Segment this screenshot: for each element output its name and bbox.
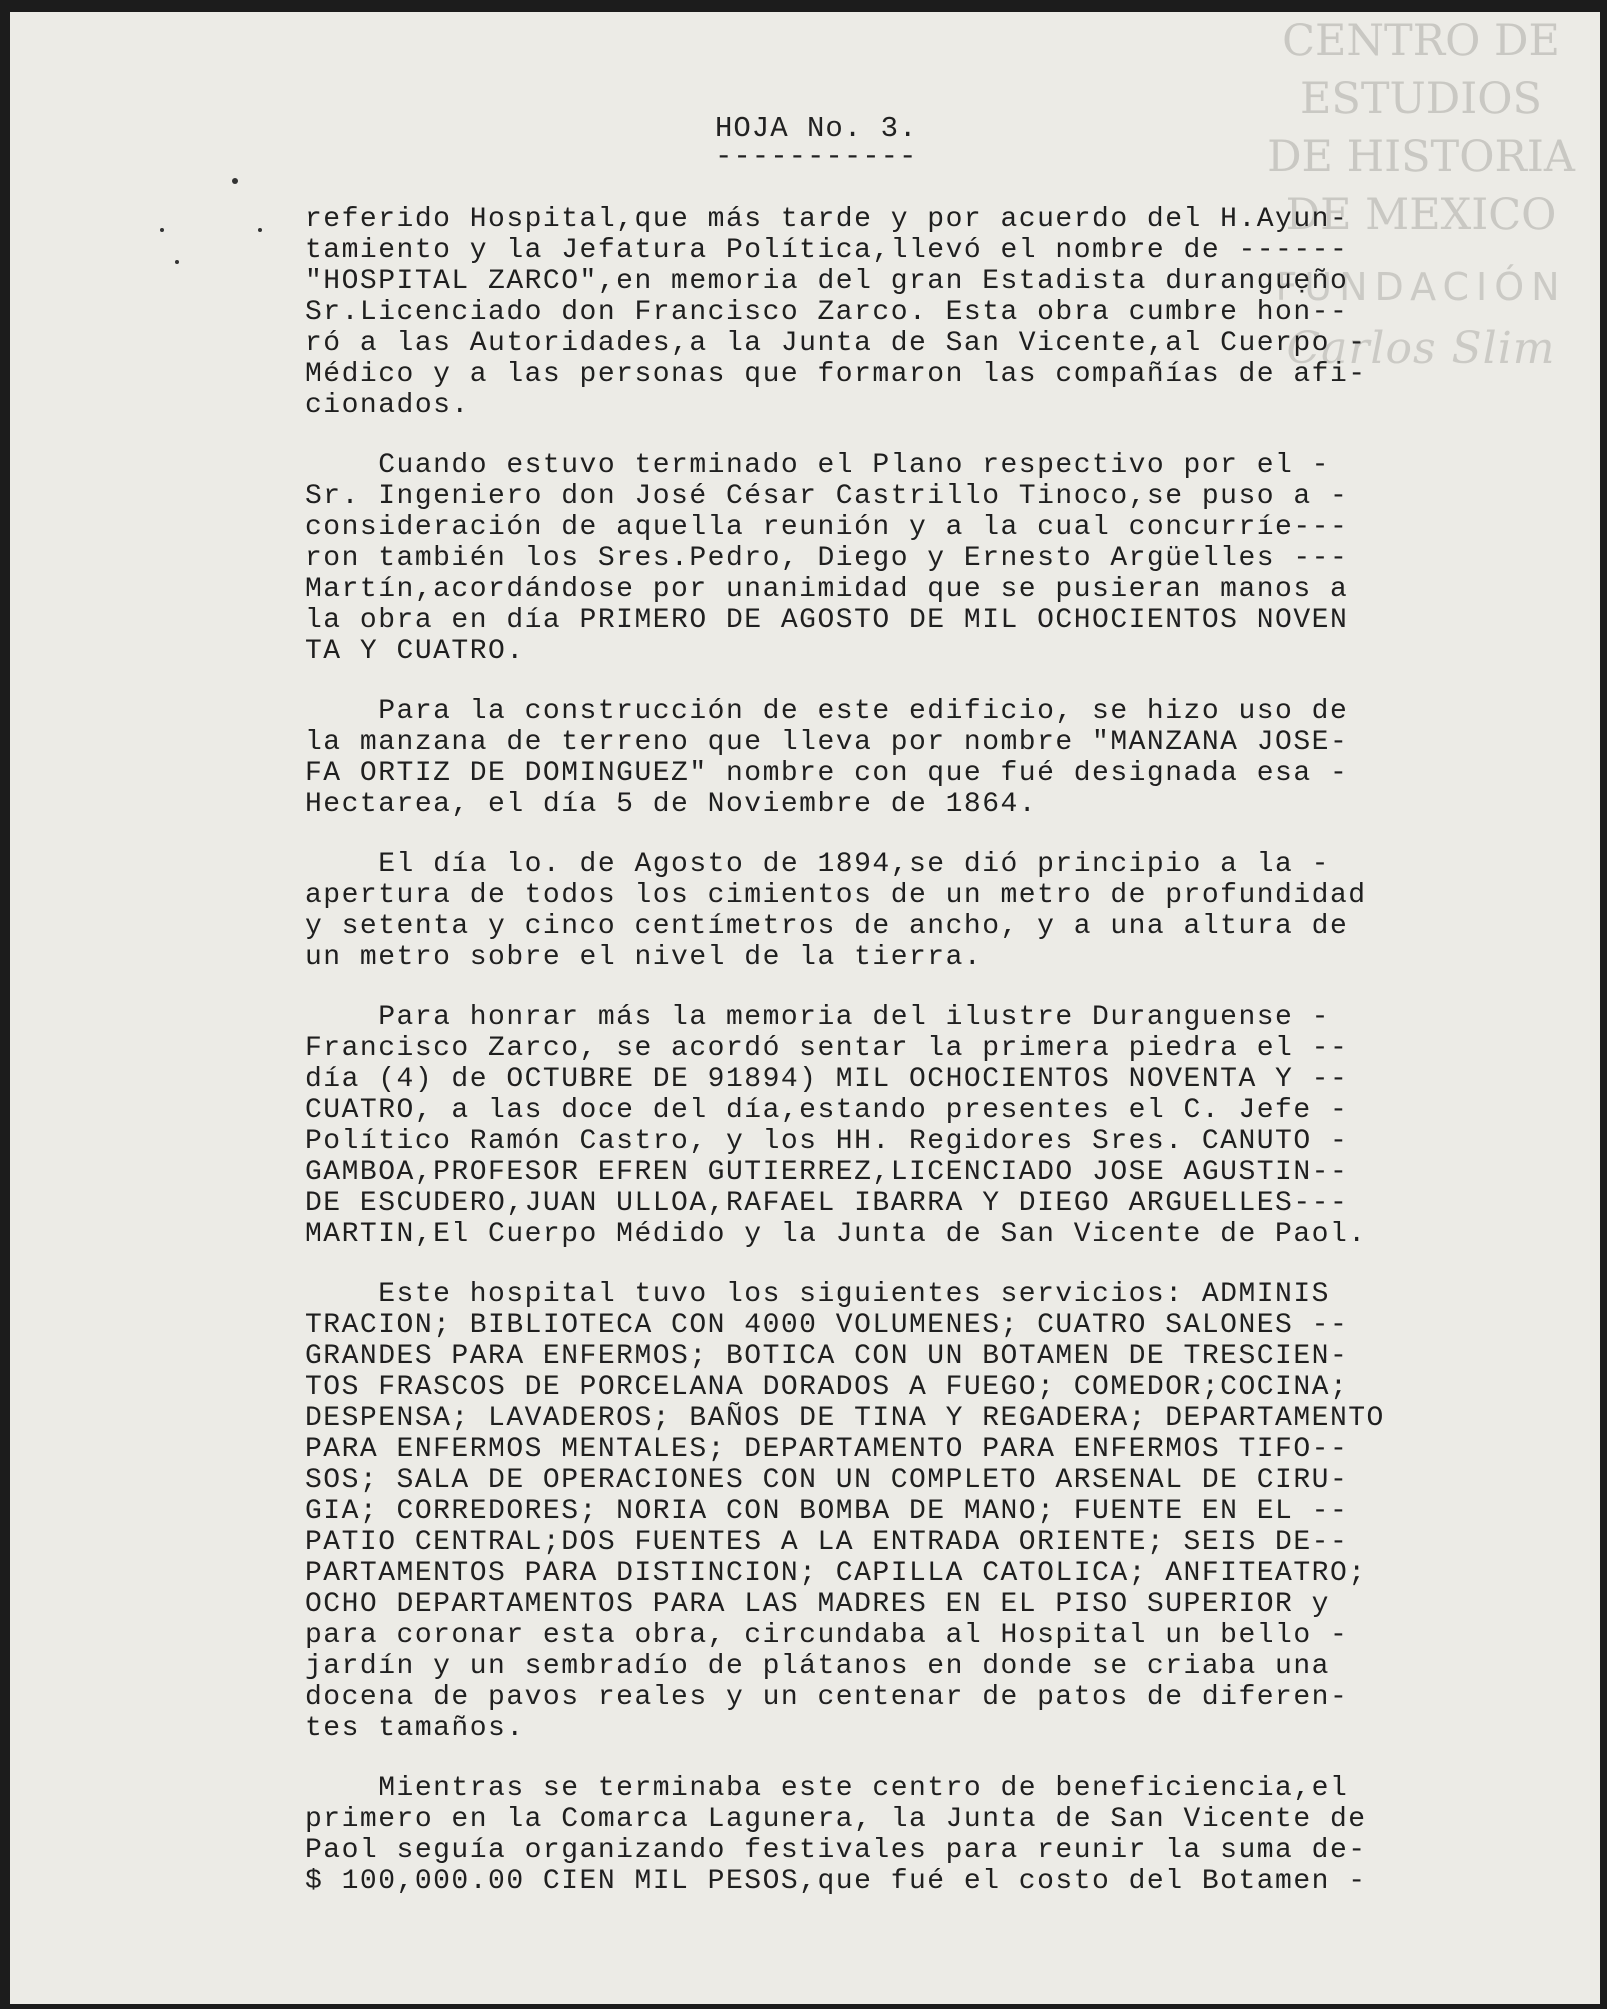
- text-line: "HOSPITAL ZARCO",en memoria del gran Estadista duranguẹño: [305, 266, 1349, 297]
- paragraph: [305, 849, 1435, 973]
- document-body: [305, 204, 1435, 1926]
- watermark-line: DE HISTORIA: [1267, 132, 1575, 182]
- text-line: MARTIN,El Cuerpo Médido y la Junta de San Vicente de Paol.: [305, 1219, 1367, 1250]
- text-line: $ 100,000.00 CIEN MIL PESOS,que fué el costo del Botamen -: [305, 1866, 1367, 1897]
- text-line: jardín y un sembradío de plátanos en donde se criaba una: [305, 1651, 1330, 1682]
- text-line: Político Ramón Castro, y los HH. Regidores Sres. CANUTO -: [305, 1126, 1349, 1157]
- page-title: HOJA No. 3.: [715, 112, 918, 145]
- text-line: ró a las Autoridades,a la Junta de San Vicente,al Cuerpo -: [305, 328, 1367, 359]
- margin-mark: [258, 228, 262, 232]
- text-line: Cuando estuvo terminado el Plano respectivo por el -: [305, 450, 1330, 481]
- text-line: Para la construcción de este edificio, se hizo uso de: [305, 696, 1349, 727]
- text-line: Para honrar más la memoria del ilustre Duranguense -: [305, 1002, 1330, 1033]
- text-line: día (4) de OCTUBRE DE 91894) MIL OCHOCIENTOS NOVENTA Y --: [305, 1064, 1349, 1095]
- margin-mark: [175, 260, 179, 264]
- text-line: Sr.Licenciado don Francisco Zarco. Esta obra cumbre hon--: [305, 297, 1349, 328]
- text-line: Hectarea, el día 5 de Noviembre de 1864.: [305, 789, 1038, 820]
- text-line: consideración de aquella reunión y a la cual concurríe---: [305, 512, 1349, 543]
- text-line: ron también los Sres.Pedro, Diego y Ernesto Argüelles ---: [305, 543, 1349, 574]
- text-line: DESPENSA; LAVADEROS; BAÑOS DE TINA Y REGADERA; DEPARTAMENTO: [305, 1403, 1385, 1434]
- text-line: un metro sobre el nivel de la tierra.: [305, 942, 983, 973]
- paragraph: [305, 1002, 1435, 1250]
- text-line: Médico y a las personas que formaron las compañías de afi-: [305, 359, 1367, 390]
- text-line: DE ESCUDERO,JUAN ULLOA,RAFAEL IBARRA Y DIEGO ARGUELLES---: [305, 1188, 1349, 1219]
- text-line: Sr. Ingeniero don José César Castrillo Tinoco,se puso a -: [305, 481, 1349, 512]
- text-line: la obra en día PRIMERO DE AGOSTO DE MIL OCHOCIENTOS NOVEN: [305, 605, 1349, 636]
- text-line: Paol seguía organizando festivales para reunir la suma de-: [305, 1835, 1367, 1866]
- text-line: TA Y CUATRO.: [305, 636, 525, 667]
- text-line: Este hospital tuvo los siguientes servicios: ADMINIS: [305, 1279, 1330, 1310]
- text-line: PATIO CENTRAL;DOS FUENTES A LA ENTRADA ORIENTE; SEIS DE--: [305, 1527, 1349, 1558]
- text-line: para coronar esta obra, circundaba al Hospital un bello -: [305, 1620, 1349, 1651]
- watermark-line: DE MEXICO: [1285, 190, 1557, 240]
- text-line: PARTAMENTOS PARA DISTINCION; CAPILLA CATOLICA; ANFITEATRO;: [305, 1558, 1367, 1589]
- text-line: TRACION; BIBLIOTECA CON 4000 VOLUMENES; CUATRO SALONES --: [305, 1310, 1349, 1341]
- text-line: TOS FRASCOS DE PORCELANA DORADOS A FUEGO; COMEDOR;COCINA;: [305, 1372, 1349, 1403]
- document-page: [10, 12, 1600, 2004]
- paragraph: [305, 696, 1435, 820]
- text-line: PARA ENFERMOS MENTALES; DEPARTAMENTO PARA ENFERMOS TIFO--: [305, 1434, 1349, 1465]
- text-line: tamiento y la Jefatura Política,llevó el nombre de ------: [305, 235, 1349, 266]
- watermark-signature: Carlos Slim: [1286, 323, 1556, 374]
- text-line: referido Hospital,que más tarde y por acuerdo del H.Ayun-: [305, 204, 1349, 235]
- text-line: FA ORTIZ DE DOMINGUEZ" nombre con que fué designada esa -: [305, 758, 1349, 789]
- text-line: y setenta y cinco centímetros de ancho, y a una altura de: [305, 911, 1349, 942]
- text-line: SOS; SALA DE OPERACIONES CON UN COMPLETO ARSENAL DE CIRU-: [305, 1465, 1349, 1496]
- text-line: GIA; CORREDORES; NORIA CON BOMBA DE MANO; FUENTE EN EL --: [305, 1496, 1349, 1527]
- margin-mark: [160, 228, 164, 232]
- text-line: GRANDES PARA ENFERMOS; BOTICA CON UN BOTAMEN DE TRESCIEN-: [305, 1341, 1349, 1372]
- text-line: Martín,acordándose por unanimidad que se pusieran manos a: [305, 574, 1349, 605]
- text-line: apertura de todos los cimientos de un metro de profundidad: [305, 880, 1367, 911]
- watermark-line: ESTUDIOS: [1300, 74, 1542, 124]
- text-line: primero en la Comarca Lagunera, la Junta de San Vicente de: [305, 1804, 1367, 1835]
- text-line: tes tamaños.: [305, 1713, 525, 1744]
- text-line: Francisco Zarco, se acordó sentar la primera piedra el --: [305, 1033, 1349, 1064]
- watermark-foundation: FUNDACIÓN: [1275, 265, 1567, 309]
- paragraph: [305, 1773, 1435, 1897]
- paragraph: [305, 1279, 1435, 1744]
- text-line: la manzana de terreno que lleva por nombre "MANZANA JOSE-: [305, 727, 1349, 758]
- paragraph: [305, 204, 1435, 421]
- text-line: docena de pavos reales y un centenar de patos de diferen-: [305, 1682, 1349, 1713]
- title-underline: -----------: [715, 140, 918, 173]
- text-line: Mientras se terminaba este centro de beneficiencia,el: [305, 1773, 1349, 1804]
- text-line: OCHO DEPARTAMENTOS PARA LAS MADRES EN EL PISO SUPERIOR y: [305, 1589, 1330, 1620]
- text-line: CUATRO, a las doce del día,estando presentes el C. Jefe -: [305, 1095, 1349, 1126]
- paragraph: [305, 450, 1435, 667]
- text-line: GAMBOA,PROFESOR EFREN GUTIERREZ,LICENCIADO JOSE AGUSTIN--: [305, 1157, 1349, 1188]
- margin-mark: [232, 178, 238, 184]
- text-line: cionados.: [305, 390, 470, 421]
- watermark-line: CENTRO DE: [1282, 16, 1560, 66]
- text-line: El día lo. de Agosto de 1894,se dió principio a la -: [305, 849, 1330, 880]
